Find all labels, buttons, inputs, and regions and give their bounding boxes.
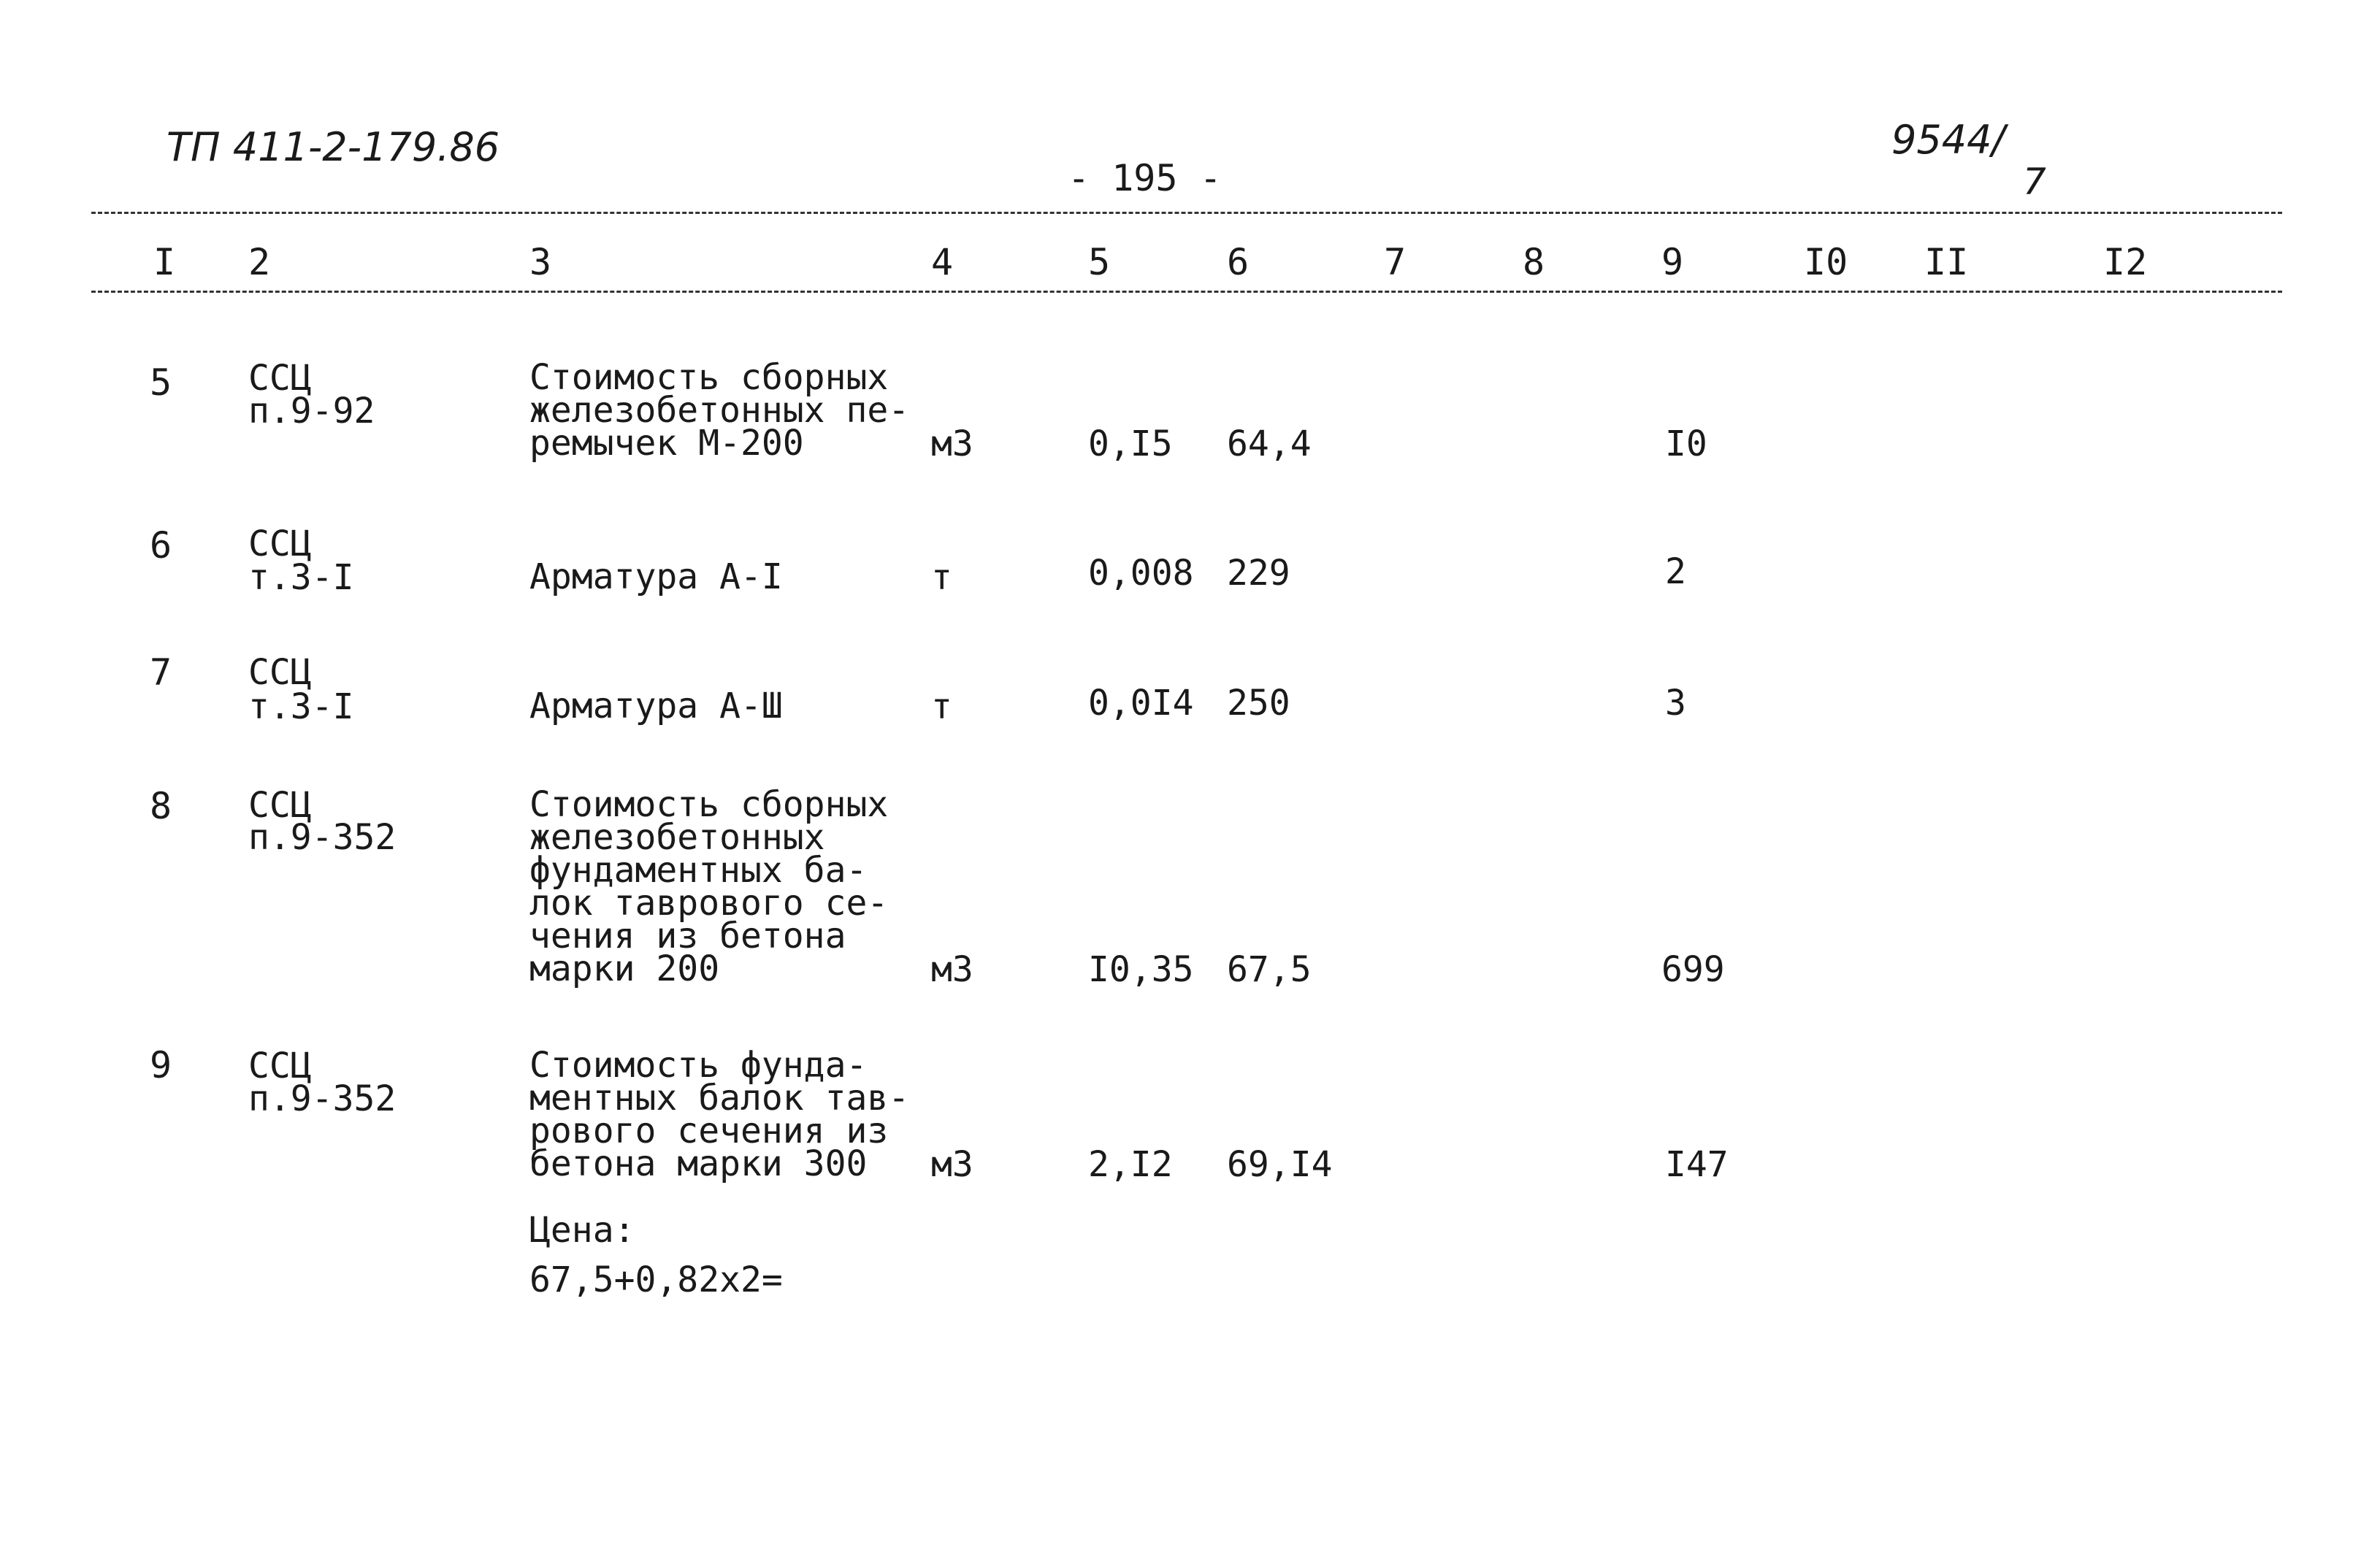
quantity: 2,I2 — [1088, 1144, 1173, 1185]
price-source: ССЦ — [248, 652, 312, 693]
column-header: 6 — [1227, 241, 1250, 283]
header-top-rule — [91, 212, 2282, 214]
column-header: 3 — [529, 241, 552, 283]
page-number: - 195 - — [1068, 157, 1222, 199]
total-cost: 2 — [1665, 551, 1686, 592]
unit-price: 229 — [1227, 553, 1290, 594]
sheet-subnumber: 7 — [2023, 161, 2046, 203]
price-reference: п.9-352 — [248, 1078, 397, 1119]
price-source: ССЦ — [248, 523, 312, 564]
item-description: Стоимость фунда- ментных балок тав- рового сечения из бетона марки 300 — [529, 1045, 910, 1184]
quantity: 0,008 — [1088, 553, 1194, 594]
price-reference: п.9-352 — [248, 817, 397, 858]
unit: м3 — [931, 949, 973, 990]
row-number: 6 — [150, 524, 172, 567]
column-header: II — [1924, 241, 1969, 283]
column-header: I0 — [1804, 241, 1848, 283]
column-header: 4 — [931, 241, 954, 283]
column-header: 7 — [1384, 241, 1407, 283]
unit-price: 67,5 — [1227, 949, 1312, 990]
total-cost: I0 — [1665, 423, 1707, 464]
item-description: Арматура А-I — [529, 556, 783, 597]
header-bottom-rule — [91, 291, 2282, 293]
unit: т — [931, 686, 952, 727]
unit: м3 — [931, 423, 973, 464]
row-number: 7 — [150, 651, 172, 694]
quantity: I0,35 — [1088, 949, 1194, 990]
unit-price: 69,I4 — [1227, 1144, 1333, 1185]
quantity: 0,I5 — [1088, 423, 1173, 464]
quantity: 0,0I4 — [1088, 683, 1194, 724]
price-source: ССЦ — [248, 785, 312, 826]
column-header: I2 — [2103, 241, 2148, 283]
column-header: I — [153, 241, 176, 283]
item-description: Арматура А-Ш — [529, 686, 783, 726]
sheet-code: 9544/ — [1891, 117, 2005, 163]
column-header: 8 — [1523, 241, 1545, 283]
total-cost: 699 — [1661, 949, 1725, 990]
unit-price: 64,4 — [1227, 423, 1312, 464]
total-cost: 3 — [1665, 683, 1686, 724]
item-description: Стоимость сборных железобетонных фундаментных ба- лок таврового се- чения из бетона марки 200 — [529, 784, 889, 989]
item-description: Стоимость сборных железобетонных пе- ремычек М-200 — [529, 357, 910, 464]
document-code: ТП 411-2-179.86 — [167, 124, 500, 170]
column-header: 2 — [248, 241, 271, 283]
column-header: 5 — [1088, 241, 1111, 283]
price-source: ССЦ — [248, 358, 312, 399]
price-source: ССЦ — [248, 1046, 312, 1086]
price-formula: 67,5+0,82х2= — [529, 1259, 783, 1300]
column-header: 9 — [1661, 241, 1684, 283]
price-note-label: Цена: — [529, 1210, 635, 1251]
row-number: 8 — [150, 785, 172, 827]
price-reference: т.3-I — [248, 557, 354, 598]
price-reference: п.9-92 — [248, 391, 375, 432]
row-number: 5 — [150, 361, 172, 404]
unit: м3 — [931, 1144, 973, 1185]
unit: т — [931, 557, 952, 598]
total-cost: I47 — [1665, 1144, 1729, 1185]
unit-price: 250 — [1227, 683, 1290, 724]
row-number: 9 — [150, 1044, 172, 1086]
price-reference: т.3-I — [248, 686, 354, 727]
